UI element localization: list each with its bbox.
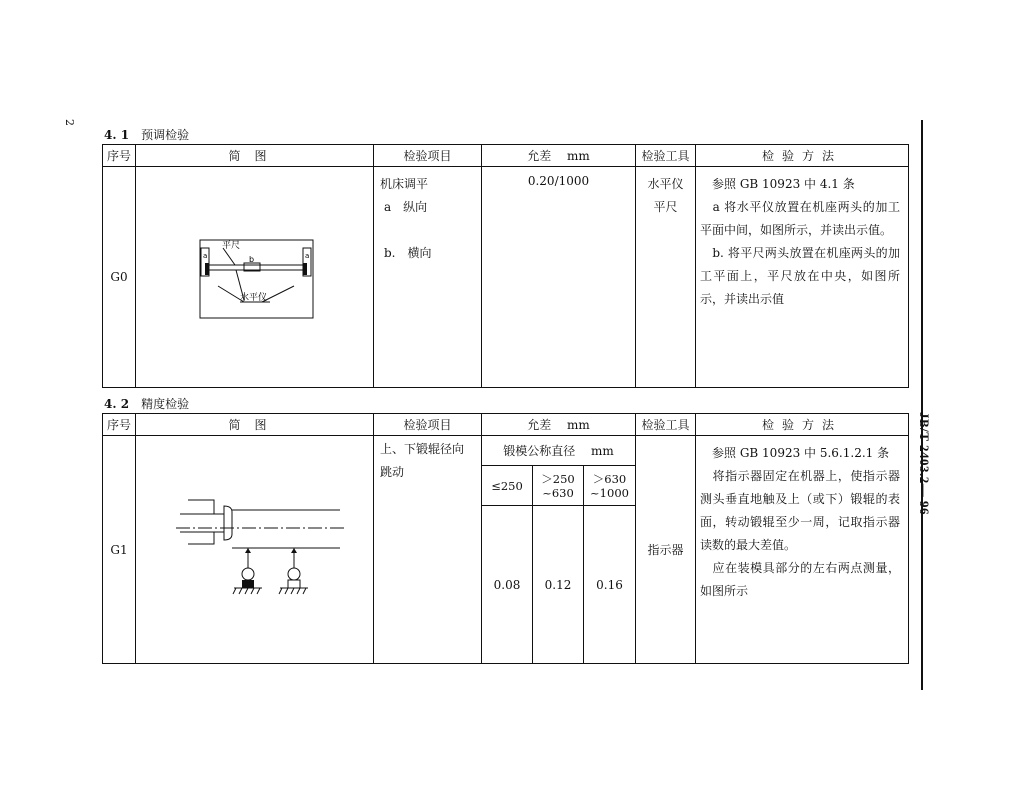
header-tool: 检验工具 bbox=[636, 414, 696, 436]
section-number: 4. 2 bbox=[104, 397, 130, 411]
section-heading-4-2 bbox=[104, 395, 189, 412]
item-line: a 纵向 bbox=[384, 200, 428, 214]
table-row-g0 bbox=[103, 167, 909, 388]
header-tolerance: 允差 mm bbox=[482, 414, 636, 436]
preadjust-table bbox=[102, 144, 909, 388]
item-line: b. 横向 bbox=[384, 246, 432, 260]
label-a-right: a bbox=[305, 251, 310, 260]
header-diagram: 简图 bbox=[136, 145, 374, 167]
tol-col-1: ≤250 bbox=[482, 466, 533, 506]
precision-table bbox=[102, 413, 909, 664]
row-seq: G0 bbox=[103, 167, 136, 388]
standard-code: JB/T 2403.2— 96 bbox=[917, 412, 932, 515]
section-title: 精度检验 bbox=[141, 397, 190, 411]
tol-col-2: ＞250 ~630 bbox=[533, 466, 584, 506]
row-method bbox=[696, 167, 909, 388]
header-method: 检验方法 bbox=[696, 414, 909, 436]
table-row-g1 bbox=[103, 436, 909, 466]
page-number: 2 bbox=[63, 119, 76, 126]
tol-value-1: 0.08 bbox=[482, 506, 533, 664]
method-line: 应在装模具部分的左右两点测量，如图所示 bbox=[700, 561, 901, 598]
tool-line: 平尺 bbox=[653, 200, 678, 214]
tol-value-2: 0.12 bbox=[533, 506, 584, 664]
section-number: 4. 1 bbox=[104, 128, 130, 142]
row-diagram bbox=[136, 436, 374, 664]
header-tolerance: 允差 mm bbox=[482, 145, 636, 167]
method-line: 参照 GB 10923 中 5.6.1.2.1 条 bbox=[700, 446, 890, 460]
header-method: 检验方法 bbox=[696, 145, 909, 167]
label-level: 水平仪 bbox=[240, 292, 268, 303]
side-rule bbox=[921, 120, 923, 690]
row-method bbox=[696, 436, 909, 664]
label-b: b bbox=[249, 254, 255, 264]
table-header-row bbox=[103, 414, 909, 436]
method-line: 参照 GB 10923 中 4.1 条 bbox=[700, 177, 855, 191]
method-line: a 将水平仪放置在机座两头的加工平面中间，如图所示，并读出示值。 bbox=[700, 200, 900, 237]
row-item: 上、下锻辊径向跳动 bbox=[374, 436, 482, 664]
section-title: 预调检验 bbox=[141, 128, 190, 142]
item-line: 机床调平 bbox=[380, 177, 429, 191]
method-line: b. 将平尺两头放置在机座两头的加工平面上，平尺放在中央，如图所示，并读出示值 bbox=[700, 246, 900, 306]
header-diagram: 简图 bbox=[136, 414, 374, 436]
header-seq: 序号 bbox=[103, 414, 136, 436]
row-tool: 指示器 bbox=[636, 436, 696, 664]
label-ruler: 平尺 bbox=[222, 240, 241, 251]
header-item: 检验项目 bbox=[374, 414, 482, 436]
header-seq: 序号 bbox=[103, 145, 136, 167]
row-seq: G1 bbox=[103, 436, 136, 664]
header-tool: 检验工具 bbox=[636, 145, 696, 167]
row-diagram bbox=[136, 167, 374, 388]
row-tool bbox=[636, 167, 696, 388]
table-header-row bbox=[103, 145, 909, 167]
label-a-left: a bbox=[203, 251, 208, 260]
tol-value-3: 0.16 bbox=[584, 506, 636, 664]
header-item: 检验项目 bbox=[374, 145, 482, 167]
row-tolerance: 0.20/1000 bbox=[482, 167, 636, 388]
row-item bbox=[374, 167, 482, 388]
section-heading-4-1 bbox=[104, 126, 189, 143]
roll-runout-diagram bbox=[136, 436, 372, 663]
item-line bbox=[380, 219, 475, 242]
tol-col-3: ＞630 ~1000 bbox=[584, 466, 636, 506]
method-line: 将指示器固定在机器上，使指示器测头垂直地触及上（或下）锻辊的表面，转动锻辊至少一周，记取指示器读数的最大差值。 bbox=[700, 469, 901, 552]
tol-subheader: 锻模公称直径 mm bbox=[482, 436, 636, 466]
tool-line: 水平仪 bbox=[647, 177, 684, 191]
leveling-diagram bbox=[136, 168, 372, 387]
